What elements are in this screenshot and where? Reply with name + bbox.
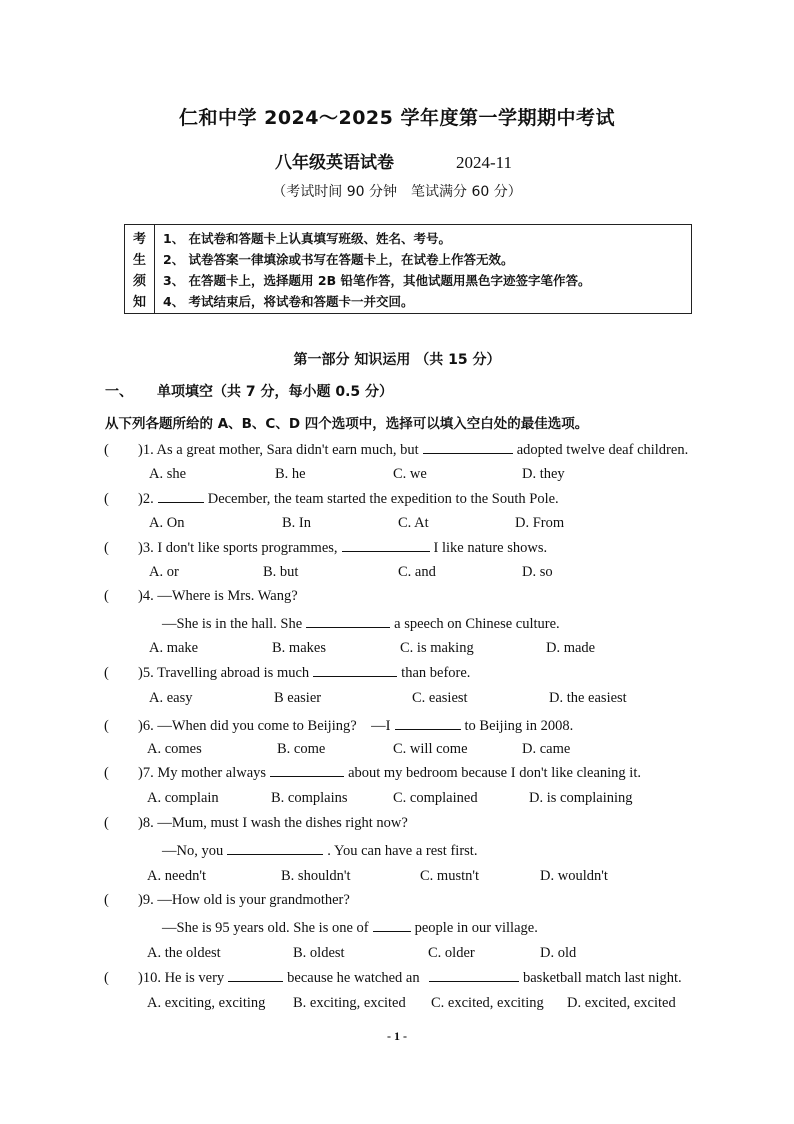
- option-b: B. shouldn't: [281, 868, 351, 884]
- answer-blank: [227, 842, 323, 855]
- option-b: B. come: [277, 741, 326, 757]
- option-c: C. is making: [400, 640, 474, 656]
- option-c: C. older: [428, 945, 475, 961]
- question-text: than before.: [401, 665, 471, 681]
- question-line: [104, 892, 350, 909]
- answer-blank: [423, 441, 513, 454]
- option-b: B. oldest: [293, 945, 345, 961]
- section-title: [105, 381, 393, 401]
- answer-blank: [429, 969, 519, 982]
- answer-blank: [228, 969, 283, 982]
- question-text: people in our village.: [414, 920, 538, 936]
- question-line: [104, 664, 470, 682]
- notice-label-char: 生: [132, 253, 146, 268]
- question-text: —She is 95 years old. She is one of: [162, 920, 369, 936]
- question-text: )5. Travelling abroad is much: [138, 665, 310, 681]
- answer-blank: [306, 615, 390, 628]
- option-d: D. is complaining: [529, 790, 633, 806]
- question-text: adopted twelve deaf children.: [516, 442, 689, 458]
- answer-blank: [158, 490, 204, 503]
- option-b: B. but: [263, 564, 299, 580]
- option-a: A. or: [149, 564, 179, 580]
- question-text: —No, you: [162, 843, 224, 859]
- notice-item: 2、 试卷答案一律填涂或书写在答题卡上，在试卷上作答无效。: [163, 251, 514, 267]
- notice-label-char: 须: [132, 274, 146, 289]
- option-a: A. easy: [149, 690, 193, 706]
- question-text: )9. —How old is your grandmother?: [138, 892, 350, 908]
- option-d: D. so: [522, 564, 553, 580]
- option-c: C. will come: [393, 741, 468, 757]
- option-c: C. we: [393, 466, 427, 482]
- notice-items: [155, 225, 691, 313]
- subtitle-text: 八年级英语试卷: [275, 153, 394, 173]
- page-number: - 1 -: [387, 1029, 407, 1043]
- answer-parenthesis: (: [104, 442, 109, 458]
- notice-box: [124, 224, 692, 314]
- option-d: D. came: [522, 741, 571, 757]
- option-d: D. wouldn't: [540, 868, 608, 884]
- answer-blank: [313, 664, 397, 677]
- option-d: D. made: [546, 640, 596, 656]
- option-a: A. exciting, exciting: [147, 995, 266, 1011]
- question-line: [425, 969, 682, 987]
- option-b: B. In: [282, 515, 311, 531]
- question-text: )10. He is very: [138, 970, 225, 986]
- question-text: . You can have a rest first.: [327, 843, 478, 859]
- option-d: D. the easiest: [549, 690, 627, 706]
- option-a: A. the oldest: [147, 945, 221, 961]
- option-b: B. he: [275, 466, 306, 482]
- option-a: A. she: [149, 466, 187, 482]
- question-text: )2.: [138, 491, 154, 507]
- option-a: A. comes: [147, 741, 202, 757]
- answer-blank: [270, 764, 344, 777]
- question-text: a speech on Chinese culture.: [394, 616, 560, 632]
- question-text: )7. My mother always: [138, 765, 267, 781]
- question-text: —She is in the hall. She: [162, 616, 303, 632]
- exam-date: 2024-11: [456, 153, 513, 172]
- section-number: 一、: [105, 384, 133, 400]
- question-line: [104, 441, 688, 459]
- option-c: C. excited, exciting: [431, 995, 544, 1011]
- option-a: A. needn't: [147, 868, 206, 884]
- question-line: [162, 842, 477, 860]
- question-text: )3. I don't like sports programmes,: [138, 540, 338, 556]
- question-text: I like nature shows.: [433, 540, 548, 556]
- question-text: )4. —Where is Mrs. Wang?: [138, 588, 298, 604]
- option-c: C. complained: [393, 790, 478, 806]
- answer-parenthesis: (: [104, 765, 109, 781]
- exam-subtitle: [275, 148, 512, 173]
- exam-title: 仁和中学 2024～2025 学年度第一学期期中考试: [179, 107, 615, 129]
- answer-parenthesis: (: [104, 892, 109, 908]
- option-b: B. makes: [272, 640, 326, 656]
- section-instructions: 从下列各题所给的 A、B、C、D 四个选项中，选择可以填入空白处的最佳选项。: [105, 416, 589, 432]
- answer-parenthesis: (: [104, 970, 109, 986]
- part-title: 第一部分 知识运用 （共 15 分）: [293, 352, 501, 368]
- answer-parenthesis: (: [104, 588, 109, 604]
- answer-parenthesis: (: [104, 665, 109, 681]
- question-text: )6. —When did you come to Beijing? —I: [138, 718, 391, 734]
- notice-item: 1、 在试卷和答题卡上认真填写班级、姓名、考号。: [163, 230, 452, 246]
- question-line: [104, 490, 559, 508]
- option-c: C. easiest: [412, 690, 468, 706]
- option-b: B. complains: [271, 790, 348, 806]
- question-line: [104, 539, 547, 557]
- exam-info: （考试时间 90 分钟 笔试满分 60 分）: [272, 184, 522, 200]
- answer-blank: [395, 717, 461, 730]
- question-line: [104, 815, 408, 832]
- option-c: C. At: [398, 515, 429, 531]
- option-a: A. complain: [147, 790, 219, 806]
- answer-blank: [373, 919, 411, 932]
- question-text: December, the team started the expedition to the South Pole.: [207, 491, 559, 507]
- option-b: B. exciting, excited: [293, 995, 406, 1011]
- section-title-text: 单项填空（共 7 分，每小题 0.5 分）: [157, 384, 394, 400]
- answer-parenthesis: (: [104, 540, 109, 556]
- notice-item: 3、 在答题卡上，选择题用 2B 铅笔作答，其他试题用黑色字迹签字笔作答。: [163, 272, 591, 288]
- notice-label-char: 知: [132, 295, 146, 310]
- question-text: about my bedroom because I don't like cleaning it.: [348, 765, 641, 781]
- option-a: A. On: [149, 515, 185, 531]
- answer-blank: [342, 539, 430, 552]
- option-d: D. they: [522, 466, 565, 482]
- notice-label-char: 考: [132, 232, 146, 247]
- question-text: because he watched an: [287, 970, 420, 986]
- question-line: [104, 714, 573, 735]
- notice-label: [125, 225, 155, 313]
- notice-item: 4、 考试结束后，将试卷和答题卡一并交回。: [163, 293, 414, 309]
- answer-parenthesis: (: [104, 815, 109, 831]
- answer-parenthesis: (: [104, 491, 109, 507]
- option-b: B easier: [274, 690, 322, 706]
- option-a: A. make: [149, 640, 199, 656]
- option-d: D. From: [515, 515, 565, 531]
- option-d: D. excited, excited: [567, 995, 676, 1011]
- question-line: [104, 969, 420, 987]
- option-c: C. mustn't: [420, 868, 480, 884]
- question-line: [104, 588, 298, 605]
- option-d: D. old: [540, 945, 577, 961]
- question-text: )8. —Mum, must I wash the dishes right now?: [138, 815, 408, 831]
- option-c: C. and: [398, 564, 436, 580]
- question-text: to Beijing in 2008.: [464, 718, 574, 734]
- question-line: [104, 764, 641, 782]
- question-text: )1. As a great mother, Sara didn't earn much, but: [138, 442, 419, 458]
- answer-parenthesis: (: [104, 718, 109, 734]
- question-line: [162, 919, 538, 937]
- question-text: basketball match last night.: [523, 970, 682, 986]
- question-line: [162, 615, 560, 633]
